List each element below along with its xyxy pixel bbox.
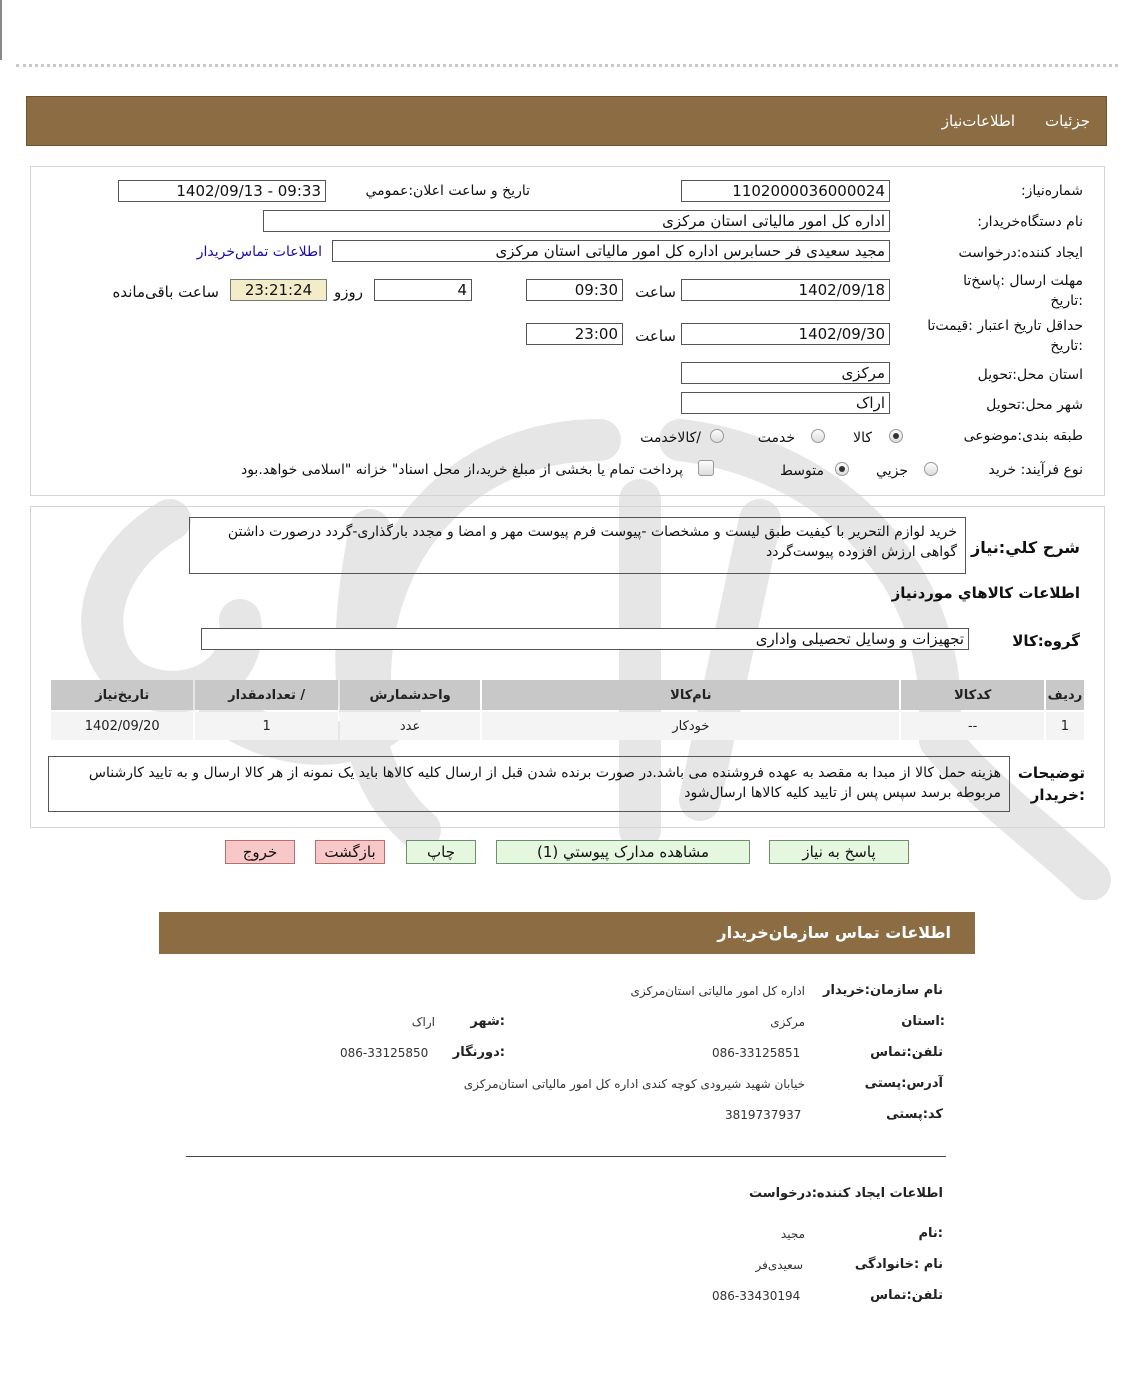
- col-row: ردیف: [1046, 680, 1084, 710]
- summary-label: شرح کلي:نیاز: [971, 538, 1080, 557]
- city-field[interactable]: اراک: [681, 392, 890, 414]
- notes-label-2: :خریدار: [1030, 786, 1085, 804]
- validity-time-label: ساعت: [635, 327, 676, 345]
- requester-phone-value: 086-33430194: [712, 1289, 801, 1303]
- province-value-contact: مرکزی: [770, 1015, 805, 1029]
- cell-date: 1402/09/20: [51, 712, 193, 740]
- city-label-contact: :شهر: [470, 1014, 505, 1029]
- cell-qty: 1: [195, 712, 337, 740]
- tab-details[interactable]: جزئیات: [1045, 112, 1090, 130]
- process-option-minor: جزیي: [876, 463, 908, 479]
- creator-label: ایجاد کننده:درخواست: [958, 245, 1083, 261]
- back-button[interactable]: بازگشت: [315, 840, 385, 864]
- remaining-label: ساعت باقی‌مانده: [112, 283, 219, 301]
- reply-time-field[interactable]: 09:30: [526, 279, 623, 301]
- col-unit: واحدشمارش: [340, 680, 480, 710]
- city-value-contact: اراک: [411, 1015, 435, 1029]
- reply-deadline-label: مهلت ارسال :پاسخ‌تا: [963, 273, 1083, 289]
- category-label: طبقه بندی:موضوعی: [963, 428, 1083, 444]
- province-label: استان محل:تحویل: [977, 367, 1083, 383]
- cell-unit: عدد: [340, 712, 480, 740]
- requester-title: اطلاعات ایجاد کننده:درخواست: [749, 1186, 943, 1201]
- category-radio-goods-service[interactable]: [710, 429, 724, 443]
- cell-name: خودکار: [482, 712, 899, 740]
- category-option-goods-service: /کالاخدمت: [640, 430, 701, 446]
- category-radio-goods[interactable]: [889, 429, 903, 443]
- address-label-contact: آدرس:پستی: [864, 1076, 943, 1091]
- phone-value-contact: 086-33125851: [712, 1046, 801, 1060]
- buyer-org-field[interactable]: اداره کل امور مالیاتی استان مرکزی: [263, 210, 890, 232]
- cell-row: 1: [1046, 712, 1084, 740]
- remaining-time-display: 23:21:24: [230, 279, 327, 301]
- category-option-service: خدمت: [757, 430, 795, 446]
- org-name-value: اداره کل امور مالیاتی استان‌مرکزی: [630, 984, 805, 998]
- fax-value-contact: 086-33125850: [340, 1046, 429, 1060]
- goods-info-title: اطلاعات کالاهاي موردنیاز: [891, 584, 1080, 602]
- validity-label: حداقل تاریخ اعتبار :قیمت‌تا: [927, 318, 1083, 334]
- address-value-contact: خیابان شهید شیرودی کوچه کندی اداره کل امور مالیاتی استان‌مرکزی: [463, 1077, 805, 1091]
- requester-family-label: نام :خانوادگی: [854, 1257, 943, 1272]
- category-option-goods: کالا: [853, 430, 872, 446]
- process-option-medium: متوسط: [780, 463, 824, 479]
- col-name: نام‌کالا: [482, 680, 899, 710]
- fax-label-contact: :دورنگار: [452, 1045, 505, 1060]
- buyer-contact-link[interactable]: اطلاعات تماس‌خریدار: [196, 244, 322, 260]
- requester-name-value: مجید: [780, 1227, 805, 1241]
- col-code: کدکالا: [901, 680, 1043, 710]
- org-name-label: نام سازمان:خریدار: [823, 983, 943, 998]
- validity-date-field[interactable]: 1402/09/30: [681, 323, 890, 345]
- table-row[interactable]: [51, 712, 1084, 740]
- postal-label-contact: کد:پستی: [886, 1107, 943, 1122]
- process-radio-medium[interactable]: [835, 462, 849, 476]
- col-date: تاریخ‌نیاز: [51, 680, 193, 710]
- window-edge: [0, 0, 2, 60]
- reply-date-field[interactable]: 1402/09/18: [681, 279, 890, 301]
- buyer-contact-title: اطلاعات تماس سازمان‌خریدار: [717, 923, 951, 942]
- summary-text: خرید لوازم التحریر با کیفیت طبق لیست و مشخصات -پیوست فرم پیوست مهر و امضا و مجدد بارگذاری-گردد درصورت داشتن گواهی ارزش افزوده پیوست‌گردد: [189, 517, 966, 574]
- group-label: گروه:کالا: [1012, 632, 1080, 650]
- requester-family-value: سعیدی‌فر: [755, 1258, 803, 1272]
- reply-time-label: ساعت: [635, 283, 676, 301]
- items-table: [49, 678, 1086, 742]
- process-radio-minor[interactable]: [924, 462, 938, 476]
- attachments-button[interactable]: مشاهده مدارک پیوستي (1): [496, 840, 750, 864]
- city-label: شهر محل:تحویل: [986, 397, 1083, 413]
- requester-name-label: :نام: [918, 1226, 943, 1241]
- payment-note: پرداخت تمام یا بخشی از مبلغ خرید،از محل اسناد" خزانه "اسلامی خواهد.بود: [240, 462, 683, 478]
- items-table-wrapper: [49, 678, 1086, 742]
- category-radio-service[interactable]: [811, 429, 825, 443]
- print-button[interactable]: چاپ: [406, 840, 476, 864]
- payment-checkbox[interactable]: [698, 460, 714, 476]
- notes-text: هزینه حمل کالا از مبدا به مقصد به عهده فروشنده می باشد.در صورت برنده شدن قبل از ارسال کلیه کالاها باید یک نمونه از هر کالا ارسال و به تایید کارشناس مربوطه برسد سپس پس از تایید کلیه کالاها ارسال‌شود: [48, 756, 1010, 812]
- days-label: روزو: [334, 283, 363, 301]
- announce-field[interactable]: 1402/09/13 - 09:33: [118, 180, 326, 202]
- col-qty: / تعدادمقدار: [195, 680, 337, 710]
- postal-value-contact: 3819737937: [725, 1108, 802, 1122]
- requester-phone-label: تلفن:تماس: [870, 1288, 943, 1303]
- group-field[interactable]: تجهیزات و وسایل تحصیلی واداری: [201, 628, 969, 650]
- validity-time-field[interactable]: 23:00: [526, 323, 623, 345]
- exit-button[interactable]: خروج: [225, 840, 295, 864]
- dotted-separator: [16, 64, 1118, 67]
- reply-button[interactable]: پاسخ به نیاز: [769, 840, 909, 864]
- need-number-label: شماره‌نیاز:: [1020, 183, 1083, 199]
- buyer-org-label: نام دستگاه‌خریدار:: [977, 214, 1083, 230]
- cell-code: --: [901, 712, 1043, 740]
- creator-field[interactable]: مجید سعیدی فر حسابرس اداره کل امور مالیاتی استان مرکزی: [332, 240, 890, 262]
- phone-label-contact: تلفن:تماس: [870, 1045, 943, 1060]
- validity-label-2: :تاریخ: [1050, 338, 1083, 354]
- need-number-field[interactable]: 1102000036000024: [681, 180, 890, 202]
- process-type-label: نوع فرآیند: خرید: [988, 462, 1083, 478]
- tab-need-info[interactable]: اطلاعات‌نیاز: [941, 112, 1015, 130]
- reply-deadline-label-2: :تاریخ: [1050, 293, 1083, 309]
- contact-divider: [186, 1156, 946, 1157]
- table-header-row: [51, 680, 1084, 710]
- notes-label: توضیحات: [1017, 764, 1085, 782]
- days-field[interactable]: 4: [374, 279, 472, 301]
- province-field[interactable]: مرکزی: [681, 362, 890, 384]
- province-label-contact: :استان: [901, 1014, 945, 1029]
- announce-label: تاریخ و ساعت اعلان:عمومي: [365, 183, 530, 199]
